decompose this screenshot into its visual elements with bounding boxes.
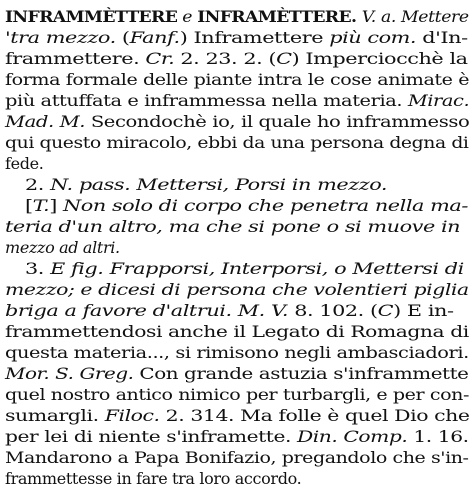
roman-text: Mandarono a Papa Bonifazio, pregandolo che s'in- [5, 448, 469, 467]
italic-text: mezzo ad altri. [5, 238, 120, 257]
italic-text: Cr. [145, 49, 175, 68]
roman-text: frammettere. [5, 49, 146, 68]
italic-text: Mad. M. [5, 112, 86, 131]
roman-text: ) E in- [393, 301, 454, 320]
roman-text: frammettesse in fare tra loro accordo. [5, 469, 302, 488]
roman-text: Secondochè io, il quale ho inframmesso [85, 112, 470, 131]
roman-text: ( [115, 28, 130, 47]
roman-text: 1. 16. [407, 427, 469, 446]
italic-text: T. [32, 196, 50, 215]
italic-text: più com. [329, 28, 417, 47]
italic-text: e [177, 7, 198, 26]
roman-text: più attuffata e inframmessa nella materia. [5, 91, 408, 110]
entry-text-line [5, 466, 301, 491]
roman-text: qui questo miracolo, ebbi da una persona degna di [5, 133, 469, 152]
roman-text: [ [25, 196, 33, 215]
italic-text: Mor. S. Greg. [5, 364, 134, 383]
headword: . [350, 7, 362, 26]
roman-text: quel nostro antico nimico per turbargli, e per con- [5, 385, 469, 404]
italic-text: E fig. Frapporsi, Interporsi, o Mettersi di [50, 259, 464, 278]
italic-text: C [377, 301, 394, 320]
roman-text: d'In- [416, 28, 468, 47]
roman-text: questa materia..., si rimisono negli ambasciadori. [5, 343, 469, 362]
italic-text: Mirac. [407, 91, 470, 110]
roman-text: 2. 314. Ma folle è quel Dio che [159, 406, 470, 425]
headword: INFRAMMÈTTERE [5, 7, 178, 26]
italic-text: M. V. [237, 301, 289, 320]
italic-text: teria d'un altro, ma che si pone o si muove in [5, 217, 461, 236]
roman-text: forma formale delle piante intra le cose animate è [5, 70, 470, 89]
roman-text: ) Inframettere [179, 28, 330, 47]
roman-text: frammettendosi anche il Legato di Romagna di [5, 322, 469, 341]
roman-text: 2. [25, 175, 51, 194]
headword: INFRAMÈTTERE [197, 7, 351, 26]
roman-text: Con grande astuzia s'inframmette [133, 364, 469, 383]
entry-text-line [5, 130, 469, 155]
italic-text: mezzo; e dicesi di persona che volentieri piglia [5, 280, 469, 299]
roman-text: ] [49, 196, 64, 215]
italic-text: Din. Comp. [296, 427, 408, 446]
roman-text: 8. 102. ( [288, 301, 378, 320]
italic-text: V. a. Mettere [361, 7, 469, 26]
roman-text: sumargli. [5, 406, 105, 425]
roman-text: fede. [5, 154, 44, 173]
roman-text: 2. 23. 2. ( [174, 49, 277, 68]
italic-text: 'tra mezzo. [5, 28, 116, 47]
italic-text: Non solo di corpo che penetra nella ma- [63, 196, 468, 215]
italic-text: Filoc. [104, 406, 160, 425]
italic-text: briga a favore d'altrui. [5, 301, 232, 320]
italic-text: C [276, 49, 292, 68]
roman-text: 3. [25, 259, 51, 278]
roman-text: per lei di niente s'inframette. [5, 427, 297, 446]
italic-text: Fanf. [129, 28, 180, 47]
roman-text: ) Imperciocchè la [291, 49, 468, 68]
italic-text: N. pass. Mettersi, Porsi in mezzo. [50, 175, 388, 194]
dictionary-entry [5, 4, 469, 493]
